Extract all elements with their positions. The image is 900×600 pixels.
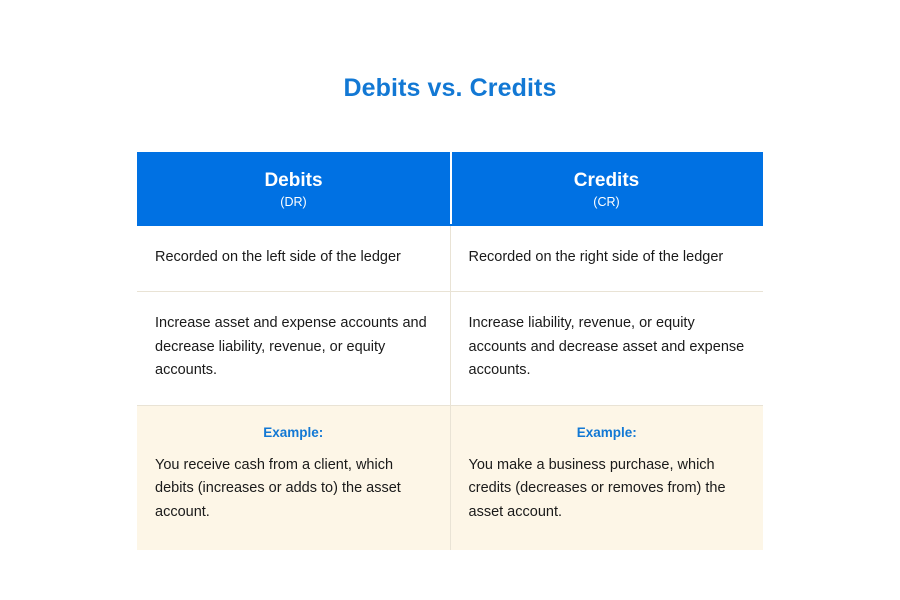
- header-divider: [450, 152, 452, 224]
- example-label: Example:: [263, 424, 324, 440]
- cell-credits-effects: [450, 292, 763, 405]
- cell-debits-example: [137, 405, 450, 550]
- table-row: [137, 292, 763, 405]
- column-header-credits: [450, 152, 763, 226]
- page-title: Debits vs. Credits: [343, 74, 557, 102]
- cell-credits-ledger-side: [450, 226, 763, 292]
- table-body: [137, 226, 763, 550]
- cell-debits-ledger-side: [137, 226, 450, 292]
- table-row: [137, 226, 763, 292]
- cell-text: You make a business purchase, which credits (decreases or removes from) the asset account.: [468, 456, 726, 520]
- cell-text: Recorded on the left side of the ledger: [155, 248, 401, 265]
- cell-text: Increase liability, revenue, or equity accounts and decrease asset and expense accounts.: [468, 315, 745, 379]
- cell-text: Recorded on the right side of the ledger: [468, 248, 724, 265]
- column-header-debits-abbrev: (DR): [280, 194, 307, 209]
- cell-credits-example: [450, 405, 763, 550]
- example-label: Example:: [576, 424, 637, 440]
- column-header-credits-abbrev: (CR): [593, 194, 620, 209]
- cell-text: Increase asset and expense accounts and decrease liability, revenue, or equity accounts.: [155, 315, 427, 379]
- column-header-credits-title: Credits: [573, 170, 640, 191]
- column-header-debits-title: Debits: [264, 170, 323, 191]
- column-header-debits: [137, 152, 450, 226]
- cell-text: You receive cash from a client, which debits (increases or adds to) the asset account.: [155, 456, 401, 520]
- cell-debits-effects: [137, 292, 450, 405]
- table-row-example: [137, 405, 763, 550]
